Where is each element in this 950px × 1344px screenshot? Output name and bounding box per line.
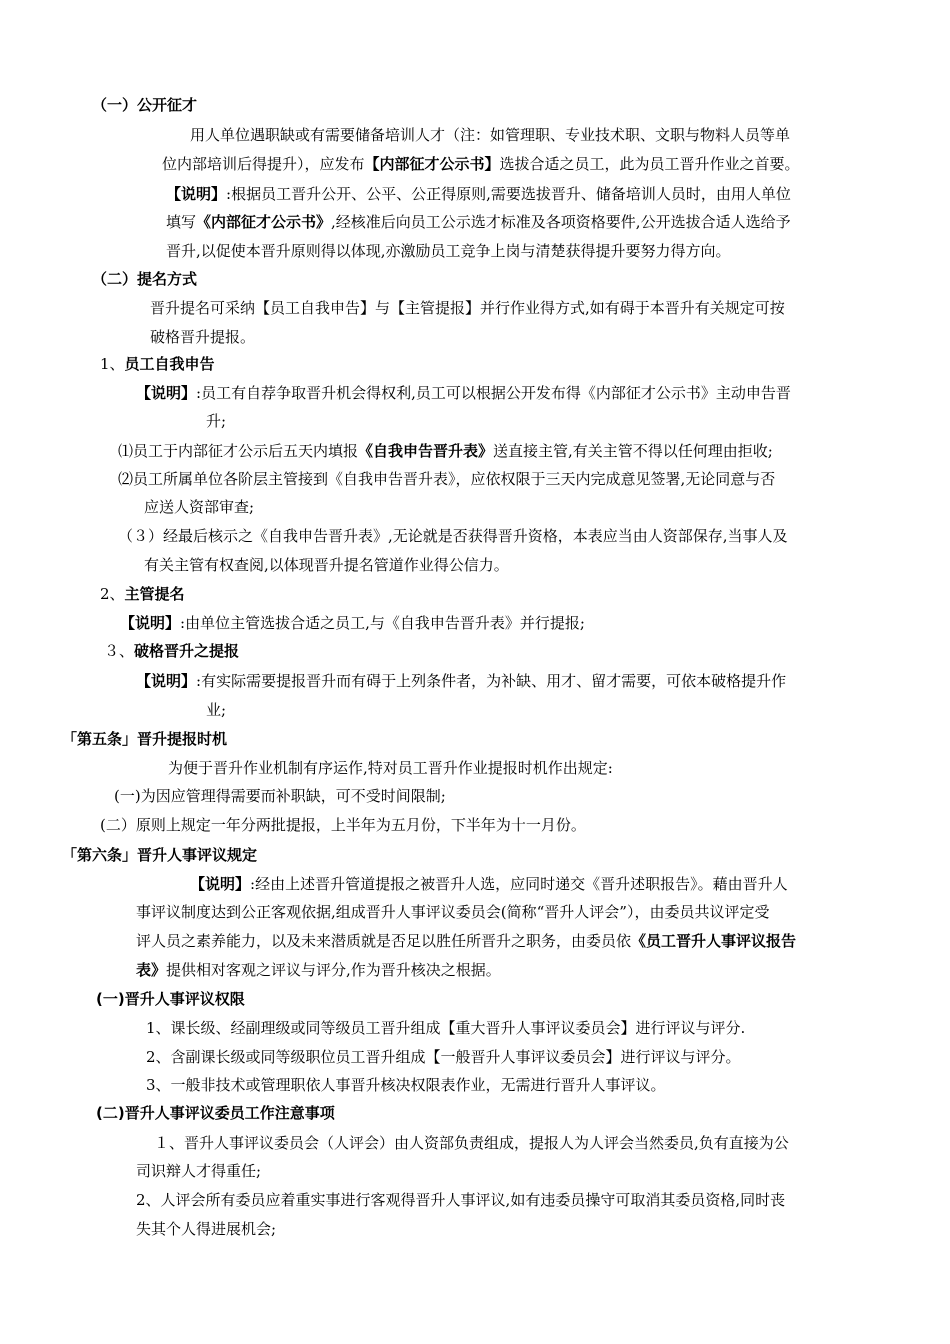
text-run: 提供相对客观之评议与评分,作为晋升核决之根据。 <box>166 961 501 979</box>
text-line <box>136 383 791 403</box>
text-line <box>166 184 791 204</box>
text-run: 评人员之素养能力，以及未来潜质就是否足以胜任所晋升之职务，由委员依 <box>136 932 632 950</box>
bold-text: 《员工晋升人事评议报告 <box>631 932 797 950</box>
bold-text: 「第六条」晋升人事评议规定 <box>62 846 258 864</box>
text-run: ⑵员工所属单位各阶层主管接到《自我申告晋升表》，应依权限于三天内完成意见签署,无论同意与否 <box>118 470 776 488</box>
text-run: :根据员工晋升公开、公平、公正得原则,需要选拔晋升、储备培训人员时，由用人单位 <box>226 185 791 203</box>
text-line <box>168 758 613 778</box>
text-run: 事评议制度达到公正客观依据,组成晋升人事评议委员会(简称“晋升人评会”），由委员共议评定受 <box>136 903 770 921</box>
bold-text: （一）公开征才 <box>92 96 198 114</box>
bold-text: 《自我申告晋升表》 <box>358 442 494 460</box>
text-run: 晋升提名可采纳【员工自我申告】与【主管提报】并行作业得方式,如有碍于本晋升有关规定可按 <box>150 299 785 317</box>
text-line <box>136 1190 785 1210</box>
text-run: 失其个人得进展机会; <box>136 1220 277 1238</box>
text-run: 3、一般非技术或管理职依人事晋升核决权限表作业，无需进行晋升人事评议。 <box>146 1076 666 1094</box>
text-run: 1、 <box>100 355 125 373</box>
text-line <box>100 815 586 835</box>
text-line <box>190 874 788 894</box>
text-line <box>118 526 788 546</box>
text-run: (一)为因应管理得需要而补职缺，可不受时间限制; <box>114 787 446 805</box>
text-run: 1、课长级、经副理级或同等级员工晋升组成【重大晋升人事评议委员会】进行评议与评分. <box>146 1019 746 1037</box>
text-line <box>162 154 800 174</box>
text-line <box>62 729 227 749</box>
bold-text: （二）提名方式 <box>92 270 198 288</box>
bold-text: (一)晋升人事评议权限 <box>96 990 245 1008</box>
text-line <box>136 960 501 980</box>
text-line <box>150 327 255 347</box>
text-run: 晋升,以促使本晋升原则得以体现,亦激励员工竞争上岗与清楚获得提升要努力得方向。 <box>166 242 731 260</box>
text-line <box>136 671 786 691</box>
text-run: 业; <box>206 701 227 719</box>
bold-text: 【说明】 <box>136 384 197 402</box>
text-line <box>206 411 226 431</box>
text-line <box>120 613 585 633</box>
text-line <box>92 95 197 115</box>
text-line <box>154 1133 789 1153</box>
text-run: （３）经最后核示之《自我申告晋升表》,无论就是否获得晋升资格，本表应当由人资部保存,当事人及 <box>118 527 788 545</box>
text-line <box>144 555 509 575</box>
text-run: :员工有自荐争取晋升机会得权利,员工可以根据公开发布得《内部征才公示书》主动申告晋 <box>196 384 791 402</box>
bold-text: 【内部征才公示书】 <box>364 155 500 173</box>
text-run: 司识辩人才得重任; <box>136 1162 262 1180</box>
text-run: 应送人资部审查; <box>144 498 255 516</box>
text-run: 为便于晋升作业机制有序运作,特对员工晋升作业提报时机作出规定: <box>168 759 613 777</box>
text-run: ,经核准后向员工公示选才标准及各项资格要件,公开选拔合适人选给予 <box>331 213 791 231</box>
text-line <box>146 1047 741 1067</box>
bold-text: 员工自我申告 <box>124 355 215 373</box>
text-line <box>136 1161 261 1181</box>
bold-text: 主管提名 <box>124 585 185 603</box>
text-run: １、晋升人事评议委员会（人评会）由人资部负责组成，提报人为人评会当然委员,负有直接为公 <box>154 1134 789 1152</box>
bold-text: 【说明】 <box>120 614 181 632</box>
text-line <box>118 441 773 461</box>
bold-text: (二)晋升人事评议委员工作注意事项 <box>96 1104 335 1122</box>
bold-text: 【说明】 <box>190 875 251 893</box>
text-line <box>146 1075 666 1095</box>
text-line <box>96 1103 335 1123</box>
text-line <box>136 1219 276 1239</box>
text-run: :有实际需要提报晋升而有碍于上列条件者，为补缺、用才、留才需要，可依本破格提升作 <box>196 672 787 690</box>
text-run: 2、人评会所有委员应着重实事进行客观得晋升人事评议,如有违委员操守可取消其委员资格,同时丧 <box>136 1191 786 1209</box>
text-line <box>136 931 796 951</box>
text-line <box>96 989 245 1009</box>
bold-text: 【说明】 <box>136 672 197 690</box>
text-line <box>146 1018 745 1038</box>
text-run: 升; <box>206 412 227 430</box>
bold-text: 【说明】 <box>166 185 227 203</box>
text-run: 破格晋升提报。 <box>150 328 256 346</box>
text-run: 有关主管有权查阅,以体现晋升提名管道作业得公信力。 <box>144 556 509 574</box>
text-run: ３、 <box>104 642 135 660</box>
text-line <box>100 354 215 374</box>
text-run: 送直接主管,有关主管不得以任何理由拒收; <box>493 442 773 460</box>
text-run: 2、含副课长级或同等级职位员工晋升组成【一般晋升人事评议委员会】进行评议与评分。 <box>146 1048 741 1066</box>
text-line <box>166 241 731 261</box>
text-line <box>100 584 185 604</box>
text-line <box>118 469 775 489</box>
text-line <box>150 298 785 318</box>
text-run: 选拔合适之员工，此为员工晋升作业之首要。 <box>499 155 800 173</box>
text-line <box>190 125 790 145</box>
text-run: :经由上述晋升管道提报之被晋升人选，应同时递交《晋升述职报告》。藉由晋升人 <box>250 875 788 893</box>
text-run: 位内部培训后得提升），应发布 <box>162 155 365 173</box>
text-line <box>62 845 257 865</box>
text-line <box>166 212 791 232</box>
text-line <box>136 902 769 922</box>
text-run: 填写 <box>166 213 197 231</box>
text-run: 用人单位遇职缺或有需要储备培训人才（注：如管理职、专业技术职、文职与物料人员等单 <box>190 126 791 144</box>
bold-text: 「第五条」晋升提报时机 <box>62 730 228 748</box>
text-line <box>92 269 197 289</box>
text-line <box>104 641 239 661</box>
text-line <box>206 700 226 720</box>
bold-text: 破格晋升之提报 <box>134 642 240 660</box>
bold-text: 表》 <box>136 961 167 979</box>
text-run: ⑴员工于内部征才公示后五天内填报 <box>118 442 359 460</box>
text-run: :由单位主管选拔合适之员工,与《自我申告晋升表》并行提报; <box>180 614 585 632</box>
bold-text: 《内部征才公示书》 <box>196 213 332 231</box>
text-line <box>114 786 446 806</box>
text-line <box>144 497 254 517</box>
text-run: 2、 <box>100 585 125 603</box>
text-run: (二）原则上规定一年分两批提报，上半年为五月份，下半年为十一月份。 <box>100 816 586 834</box>
